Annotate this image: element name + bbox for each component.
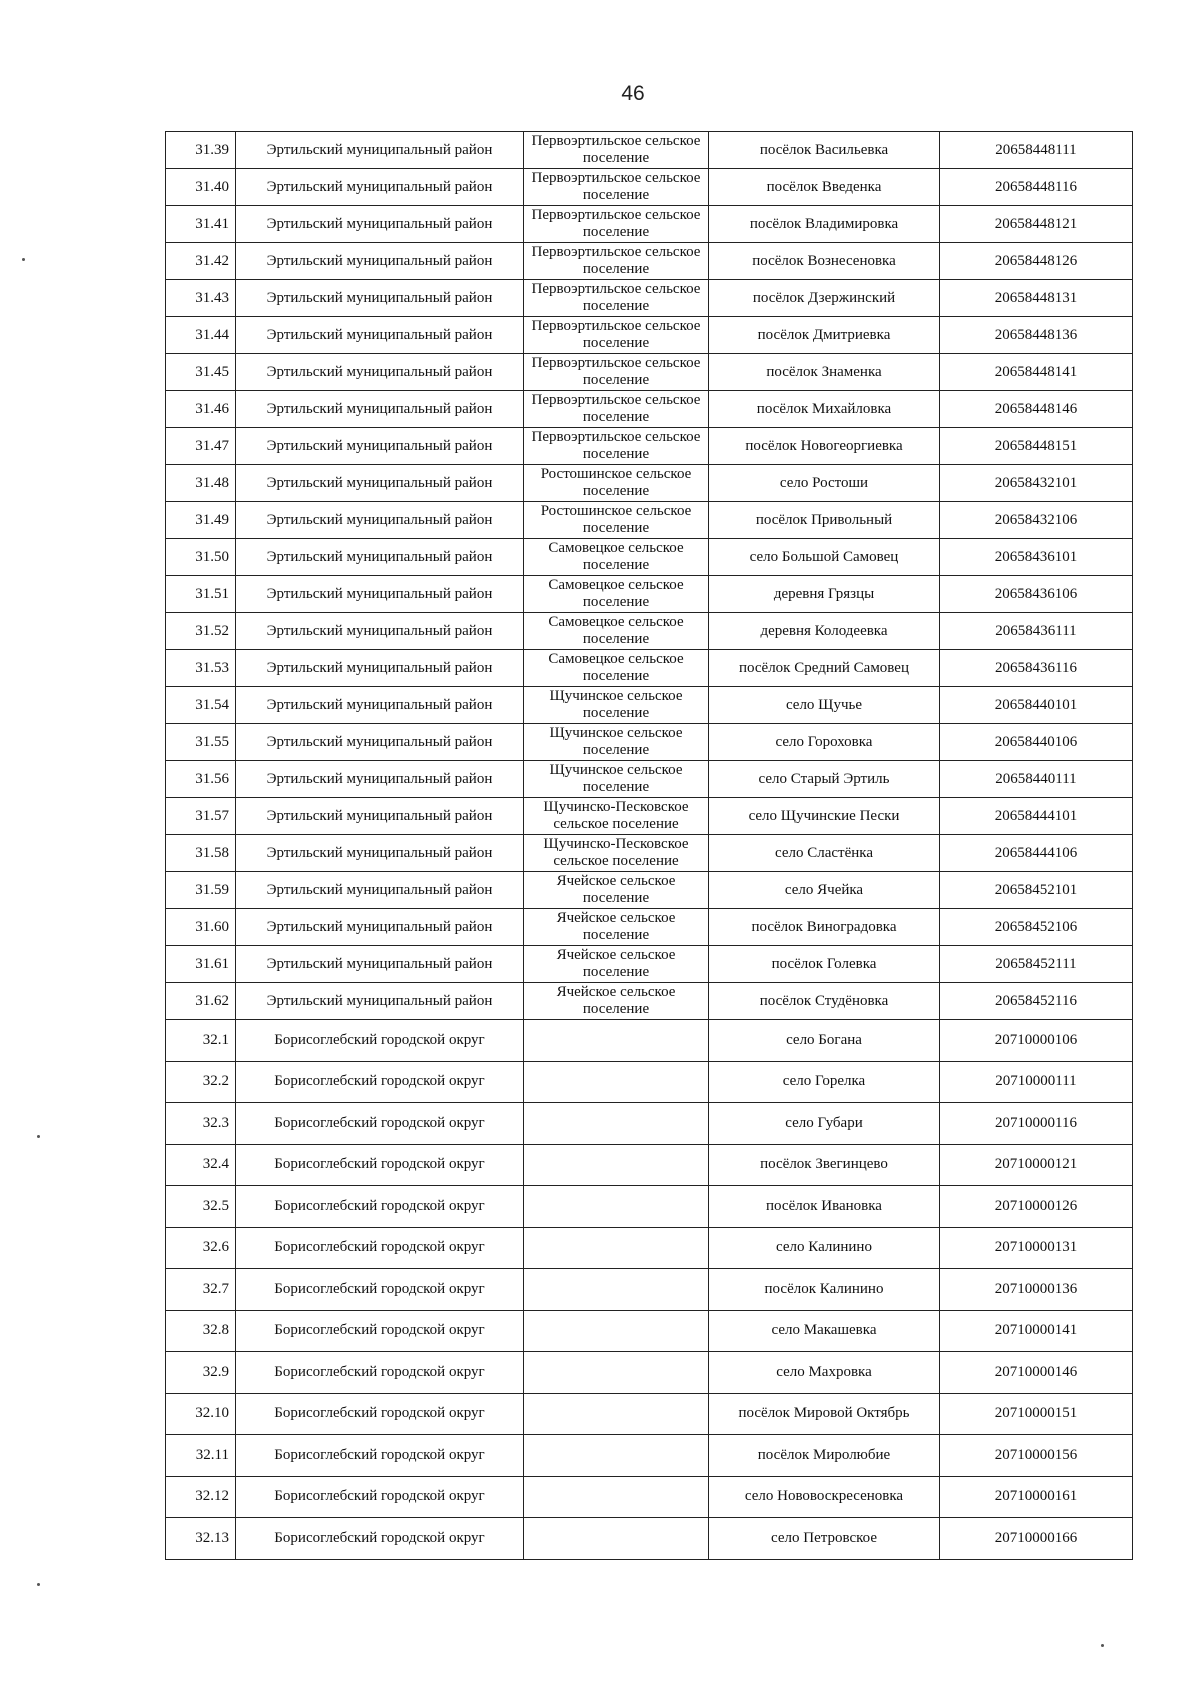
- row-number: 31.60: [166, 909, 236, 946]
- settlement-cell: [524, 1186, 709, 1228]
- table-row: [166, 1393, 1133, 1435]
- table-row: [166, 983, 1133, 1020]
- district-cell: Эртильский муниципальный район: [236, 946, 524, 983]
- row-number: 32.2: [166, 1061, 236, 1103]
- table-row: [166, 1020, 1133, 1062]
- district-cell: Эртильский муниципальный район: [236, 872, 524, 909]
- locality-cell: посёлок Голевка: [709, 946, 940, 983]
- locality-cell: село Калинино: [709, 1227, 940, 1269]
- district-cell: Эртильский муниципальный район: [236, 428, 524, 465]
- locality-cell: посёлок Знаменка: [709, 354, 940, 391]
- table-row: [166, 428, 1133, 465]
- row-number: 32.11: [166, 1435, 236, 1477]
- row-number: 32.6: [166, 1227, 236, 1269]
- oktmo-code-cell: 20658452106: [940, 909, 1133, 946]
- oktmo-code-cell: 20658448151: [940, 428, 1133, 465]
- locality-cell: село Большой Самовец: [709, 539, 940, 576]
- table-row: [166, 835, 1133, 872]
- district-cell: Эртильский муниципальный район: [236, 798, 524, 835]
- locality-cell: село Макашевка: [709, 1310, 940, 1352]
- locality-cell: село Махровка: [709, 1352, 940, 1394]
- oktmo-code-cell: 20658436106: [940, 576, 1133, 613]
- oktmo-code-cell: 20658452111: [940, 946, 1133, 983]
- district-cell: Борисоглебский городской округ: [236, 1103, 524, 1145]
- row-number: 31.47: [166, 428, 236, 465]
- locality-cell: посёлок Средний Самовец: [709, 650, 940, 687]
- oktmo-code-cell: 20658448131: [940, 280, 1133, 317]
- district-cell: Борисоглебский городской округ: [236, 1352, 524, 1394]
- locality-cell: посёлок Виноградовка: [709, 909, 940, 946]
- district-cell: Эртильский муниципальный район: [236, 909, 524, 946]
- row-number: 32.1: [166, 1020, 236, 1062]
- row-number: 31.58: [166, 835, 236, 872]
- table-row: [166, 1186, 1133, 1228]
- table-row: [166, 1103, 1133, 1145]
- row-number: 31.46: [166, 391, 236, 428]
- settlement-cell: Первоэртильское сельское поселение: [524, 391, 709, 428]
- row-number: 31.49: [166, 502, 236, 539]
- district-cell: Эртильский муниципальный район: [236, 576, 524, 613]
- oktmo-code-cell: 20710000121: [940, 1144, 1133, 1186]
- settlement-cell: Ячейское сельское поселение: [524, 946, 709, 983]
- settlement-cell: [524, 1061, 709, 1103]
- oktmo-code-cell: 20658448136: [940, 317, 1133, 354]
- oktmo-code-cell: 20658448141: [940, 354, 1133, 391]
- oktmo-code-cell: 20658440106: [940, 724, 1133, 761]
- row-number: 31.43: [166, 280, 236, 317]
- district-cell: Борисоглебский городской округ: [236, 1518, 524, 1560]
- settlement-cell: Ростошинское сельское поселение: [524, 502, 709, 539]
- settlement-cell: [524, 1435, 709, 1477]
- table-row: [166, 650, 1133, 687]
- table-row: [166, 1518, 1133, 1560]
- locality-cell: село Богана: [709, 1020, 940, 1062]
- table-row: [166, 724, 1133, 761]
- oktmo-code-cell: 20710000141: [940, 1310, 1133, 1352]
- table-row: [166, 1144, 1133, 1186]
- district-cell: Эртильский муниципальный район: [236, 391, 524, 428]
- oktmo-code-cell: 20710000131: [940, 1227, 1133, 1269]
- scan-speck: [1101, 1644, 1104, 1647]
- scan-speck: [37, 1135, 40, 1138]
- table-row: [166, 798, 1133, 835]
- row-number: 31.59: [166, 872, 236, 909]
- row-number: 31.51: [166, 576, 236, 613]
- district-cell: Эртильский муниципальный район: [236, 724, 524, 761]
- oktmo-code-cell: 20658448116: [940, 169, 1133, 206]
- locality-cell: село Ячейка: [709, 872, 940, 909]
- row-number: 31.61: [166, 946, 236, 983]
- table-row: [166, 1435, 1133, 1477]
- table-row: [166, 761, 1133, 798]
- row-number: 32.12: [166, 1476, 236, 1518]
- district-cell: Борисоглебский городской округ: [236, 1227, 524, 1269]
- table-row: [166, 1269, 1133, 1311]
- settlement-cell: Ячейское сельское поселение: [524, 872, 709, 909]
- oktmo-code-cell: 20710000146: [940, 1352, 1133, 1394]
- district-cell: Эртильский муниципальный район: [236, 243, 524, 280]
- oktmo-code-cell: 20710000106: [940, 1020, 1133, 1062]
- locality-cell: село Старый Эртиль: [709, 761, 940, 798]
- locality-cell: деревня Колодеевка: [709, 613, 940, 650]
- settlement-cell: Щучинское сельское поселение: [524, 724, 709, 761]
- settlement-cell: [524, 1103, 709, 1145]
- district-cell: Эртильский муниципальный район: [236, 465, 524, 502]
- locality-cell: посёлок Дмитриевка: [709, 317, 940, 354]
- locality-cell: посёлок Звегинцево: [709, 1144, 940, 1186]
- district-cell: Эртильский муниципальный район: [236, 983, 524, 1020]
- oktmo-code-cell: 20658444106: [940, 835, 1133, 872]
- district-cell: Эртильский муниципальный район: [236, 613, 524, 650]
- table-row: [166, 317, 1133, 354]
- district-cell: Эртильский муниципальный район: [236, 687, 524, 724]
- oktmo-code-cell: 20658444101: [940, 798, 1133, 835]
- row-number: 31.39: [166, 132, 236, 169]
- oktmo-code-cell: 20710000126: [940, 1186, 1133, 1228]
- table-row: [166, 391, 1133, 428]
- settlement-cell: Самовецкое сельское поселение: [524, 650, 709, 687]
- locality-cell: село Ростоши: [709, 465, 940, 502]
- oktmo-code-cell: 20710000156: [940, 1435, 1133, 1477]
- settlement-cell: Первоэртильское сельское поселение: [524, 428, 709, 465]
- settlement-cell: [524, 1393, 709, 1435]
- row-number: 32.8: [166, 1310, 236, 1352]
- district-cell: Борисоглебский городской округ: [236, 1061, 524, 1103]
- locality-cell: посёлок Привольный: [709, 502, 940, 539]
- locality-cell: село Горелка: [709, 1061, 940, 1103]
- locality-cell: село Щучинские Пески: [709, 798, 940, 835]
- district-cell: Эртильский муниципальный район: [236, 280, 524, 317]
- settlement-cell: Щучинское сельское поселение: [524, 761, 709, 798]
- locality-cell: посёлок Калинино: [709, 1269, 940, 1311]
- table-row: [166, 1310, 1133, 1352]
- locality-cell: посёлок Васильевка: [709, 132, 940, 169]
- oktmo-code-cell: 20658440101: [940, 687, 1133, 724]
- locality-cell: посёлок Миролюбие: [709, 1435, 940, 1477]
- settlement-cell: Щучинское сельское поселение: [524, 687, 709, 724]
- settlement-cell: Самовецкое сельское поселение: [524, 613, 709, 650]
- scan-speck: [22, 258, 25, 261]
- table-row: [166, 1476, 1133, 1518]
- table-row: [166, 1227, 1133, 1269]
- settlement-cell: Самовецкое сельское поселение: [524, 539, 709, 576]
- table-row: [166, 280, 1133, 317]
- oktmo-code-cell: 20710000116: [940, 1103, 1133, 1145]
- oktmo-code-cell: 20658436101: [940, 539, 1133, 576]
- district-cell: Борисоглебский городской округ: [236, 1186, 524, 1228]
- row-number: 32.3: [166, 1103, 236, 1145]
- district-cell: Борисоглебский городской округ: [236, 1310, 524, 1352]
- row-number: 32.5: [166, 1186, 236, 1228]
- oktmo-code-cell: 20658452116: [940, 983, 1133, 1020]
- locality-cell: посёлок Новогеоргиевка: [709, 428, 940, 465]
- district-cell: Борисоглебский городской округ: [236, 1435, 524, 1477]
- oktmo-code-cell: 20658436116: [940, 650, 1133, 687]
- row-number: 31.44: [166, 317, 236, 354]
- settlement-cell: [524, 1144, 709, 1186]
- row-number: 31.57: [166, 798, 236, 835]
- settlement-cell: Первоэртильское сельское поселение: [524, 280, 709, 317]
- district-cell: Эртильский муниципальный район: [236, 169, 524, 206]
- page-number: 46: [621, 82, 645, 105]
- locality-cell: деревня Грязцы: [709, 576, 940, 613]
- oktmo-code-cell: 20710000166: [940, 1518, 1133, 1560]
- table-row: [166, 946, 1133, 983]
- district-cell: Борисоглебский городской округ: [236, 1269, 524, 1311]
- oktmo-code-cell: 20658432101: [940, 465, 1133, 502]
- settlement-cell: Щучинско-Песковское сельское поселение: [524, 798, 709, 835]
- row-number: 31.50: [166, 539, 236, 576]
- oktmo-code-cell: 20658436111: [940, 613, 1133, 650]
- row-number: 31.41: [166, 206, 236, 243]
- settlement-cell: Самовецкое сельское поселение: [524, 576, 709, 613]
- locality-cell: посёлок Владимировка: [709, 206, 940, 243]
- table-row: [166, 354, 1133, 391]
- table-row: [166, 132, 1133, 169]
- table-row: [166, 872, 1133, 909]
- settlement-cell: [524, 1518, 709, 1560]
- row-number: 31.42: [166, 243, 236, 280]
- row-number: 31.54: [166, 687, 236, 724]
- locality-cell: посёлок Дзержинский: [709, 280, 940, 317]
- district-cell: Борисоглебский городской округ: [236, 1144, 524, 1186]
- district-cell: Борисоглебский городской округ: [236, 1020, 524, 1062]
- locality-cell: село Гороховка: [709, 724, 940, 761]
- locality-cell: село Щучье: [709, 687, 940, 724]
- district-cell: Эртильский муниципальный район: [236, 835, 524, 872]
- district-cell: Эртильский муниципальный район: [236, 761, 524, 798]
- table-row: [166, 206, 1133, 243]
- oktmo-code-cell: 20710000151: [940, 1393, 1133, 1435]
- settlement-cell: [524, 1352, 709, 1394]
- table-row: [166, 539, 1133, 576]
- oktmo-code-cell: 20658448111: [940, 132, 1133, 169]
- locality-cell: село Петровское: [709, 1518, 940, 1560]
- settlement-cell: Ячейское сельское поселение: [524, 909, 709, 946]
- row-number: 32.10: [166, 1393, 236, 1435]
- oktmo-code-cell: 20710000161: [940, 1476, 1133, 1518]
- district-cell: Эртильский муниципальный район: [236, 132, 524, 169]
- row-number: 31.53: [166, 650, 236, 687]
- table-row: [166, 613, 1133, 650]
- oktmo-code-cell: 20658452101: [940, 872, 1133, 909]
- district-cell: Эртильский муниципальный район: [236, 206, 524, 243]
- row-number: 32.9: [166, 1352, 236, 1394]
- row-number: 32.7: [166, 1269, 236, 1311]
- row-number: 31.56: [166, 761, 236, 798]
- scan-speck: [37, 1583, 40, 1586]
- table-row: [166, 576, 1133, 613]
- oktmo-code-cell: 20710000136: [940, 1269, 1133, 1311]
- locality-cell: село Губари: [709, 1103, 940, 1145]
- settlement-cell: Щучинско-Песковское сельское поселение: [524, 835, 709, 872]
- locality-cell: посёлок Ивановка: [709, 1186, 940, 1228]
- oktmo-code-cell: 20710000111: [940, 1061, 1133, 1103]
- locality-cell: посёлок Вознесеновка: [709, 243, 940, 280]
- oktmo-code-cell: 20658448146: [940, 391, 1133, 428]
- locality-cell: посёлок Введенка: [709, 169, 940, 206]
- locality-cell: посёлок Студёновка: [709, 983, 940, 1020]
- settlement-cell: Первоэртильское сельское поселение: [524, 132, 709, 169]
- table-row: [166, 502, 1133, 539]
- table-body: [166, 132, 1133, 1560]
- row-number: 31.40: [166, 169, 236, 206]
- oktmo-code-cell: 20658440111: [940, 761, 1133, 798]
- locality-cell: посёлок Михайловка: [709, 391, 940, 428]
- table-row: [166, 1352, 1133, 1394]
- row-number: 32.13: [166, 1518, 236, 1560]
- settlement-cell: Первоэртильское сельское поселение: [524, 354, 709, 391]
- district-cell: Борисоглебский городской округ: [236, 1476, 524, 1518]
- district-cell: Борисоглебский городской округ: [236, 1393, 524, 1435]
- settlement-cell: [524, 1269, 709, 1311]
- locality-cell: село Сластёнка: [709, 835, 940, 872]
- row-number: 32.4: [166, 1144, 236, 1186]
- row-number: 31.45: [166, 354, 236, 391]
- settlement-cell: [524, 1020, 709, 1062]
- table-row: [166, 909, 1133, 946]
- oktmo-code-cell: 20658448121: [940, 206, 1133, 243]
- oktmo-code-cell: 20658448126: [940, 243, 1133, 280]
- settlement-cell: Первоэртильское сельское поселение: [524, 206, 709, 243]
- settlements-table: [165, 131, 1133, 1560]
- settlement-cell: [524, 1476, 709, 1518]
- row-number: 31.48: [166, 465, 236, 502]
- table-row: [166, 465, 1133, 502]
- table-row: [166, 243, 1133, 280]
- locality-cell: посёлок Мировой Октябрь: [709, 1393, 940, 1435]
- row-number: 31.62: [166, 983, 236, 1020]
- settlement-cell: Первоэртильское сельское поселение: [524, 317, 709, 354]
- locality-cell: село Нововоскресеновка: [709, 1476, 940, 1518]
- settlement-cell: Ростошинское сельское поселение: [524, 465, 709, 502]
- table-row: [166, 169, 1133, 206]
- settlement-cell: [524, 1310, 709, 1352]
- district-cell: Эртильский муниципальный район: [236, 354, 524, 391]
- district-cell: Эртильский муниципальный район: [236, 539, 524, 576]
- table-row: [166, 687, 1133, 724]
- oktmo-code-cell: 20658432106: [940, 502, 1133, 539]
- settlement-cell: Первоэртильское сельское поселение: [524, 243, 709, 280]
- table-row: [166, 1061, 1133, 1103]
- settlement-cell: [524, 1227, 709, 1269]
- district-cell: Эртильский муниципальный район: [236, 502, 524, 539]
- settlement-cell: Ячейское сельское поселение: [524, 983, 709, 1020]
- district-cell: Эртильский муниципальный район: [236, 317, 524, 354]
- district-cell: Эртильский муниципальный район: [236, 650, 524, 687]
- row-number: 31.55: [166, 724, 236, 761]
- row-number: 31.52: [166, 613, 236, 650]
- settlement-cell: Первоэртильское сельское поселение: [524, 169, 709, 206]
